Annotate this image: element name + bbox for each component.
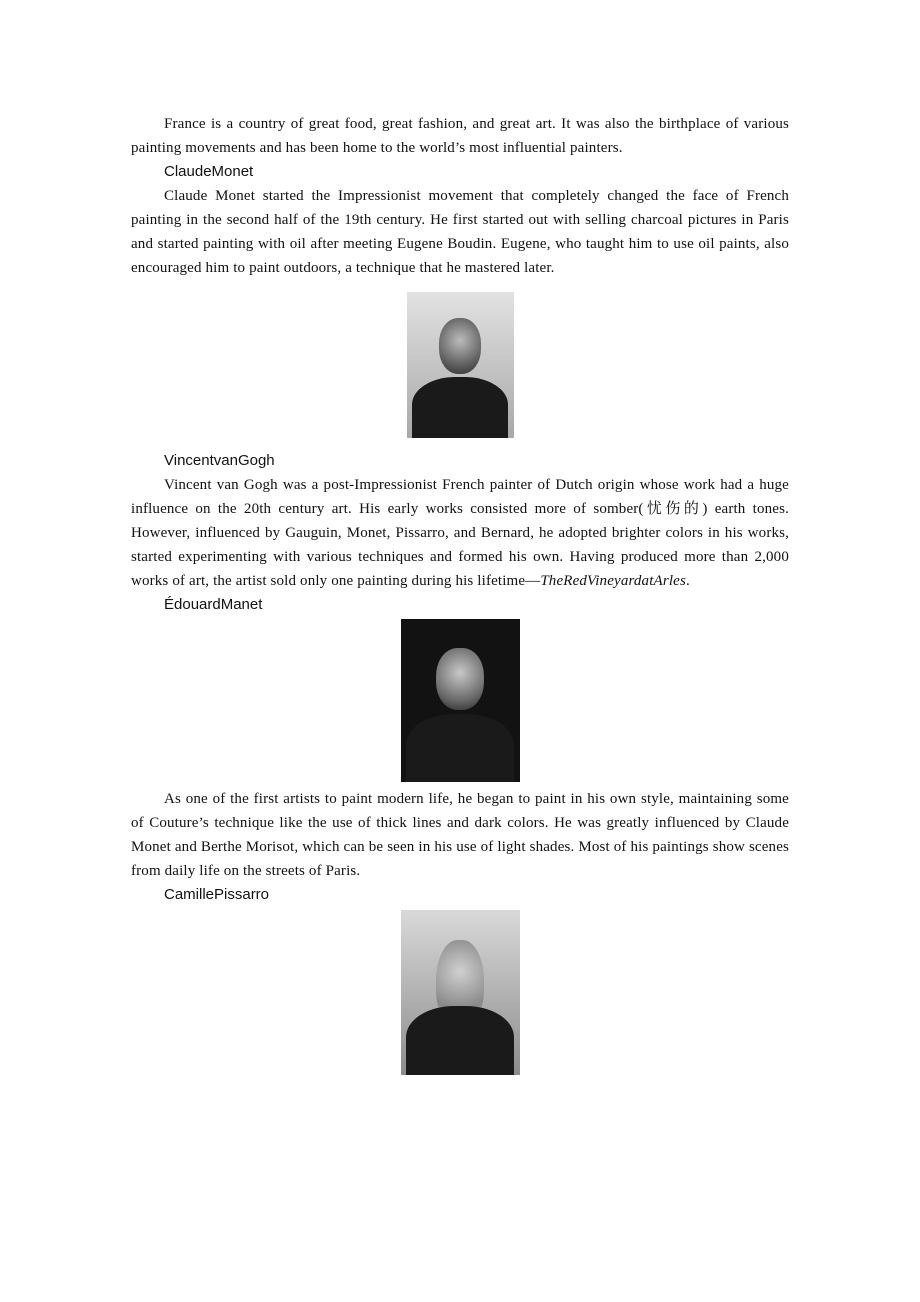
heading-claude-monet: ClaudeMonet: [164, 163, 254, 180]
heading-edouard-manet: ÉdouardManet: [164, 596, 263, 613]
van-gogh-text: Vincent van Gogh was a post-Impressionist French painter of Dutch origin whose work had a huge influence on the 20th century art. His early works consisted more of somber(忧伤的) earth tones. However, influenced by Gauguin, Monet, Pissarro, and Bernard, he adopted brighter colors in his works, started experimenting with various techniques and formed his own. Having produced more than 2,000 works of art, the artist sold only one painting during his lifetime—: [131, 477, 789, 589]
monet-paragraph: Claude Monet started the Impressionist movement that completely changed the face of French painting in the second half of the 19th century. He first started out with selling charcoal pictures in Paris and started painting with oil after meeting Eugene Boudin. Eugene, who taught him to use oil paints, also encouraged him to paint outdoors, a technique that he mastered later.: [131, 188, 789, 276]
document-page: [131, 112, 789, 1075]
portrait-image-2: [401, 619, 520, 782]
heading-camille-pissarro: CamillePissarro: [164, 886, 270, 903]
intro-paragraph: France is a country of great food, great fashion, and great art. It was also the birthplace of various painting movements and has been home to the world’s most influential painters.: [131, 116, 789, 156]
van-gogh-paragraph: [131, 473, 789, 593]
period: .: [685, 573, 690, 589]
portrait-image-3: [401, 910, 520, 1075]
manet-paragraph: As one of the first artists to paint modern life, he began to paint in his own style, maintaining some of Couture’s technique like the use of thick lines and dark colors. He was greatly influenced by Claude Monet and Berthe Morisot, which can be seen in his use of light shades. Most of his paintings show scenes from daily life on the streets of Paris.: [131, 791, 789, 879]
painting-title: TheRedVineyardatArles: [540, 573, 686, 589]
portrait-image-1: [407, 292, 514, 438]
heading-van-gogh: VincentvanGogh: [164, 452, 275, 469]
